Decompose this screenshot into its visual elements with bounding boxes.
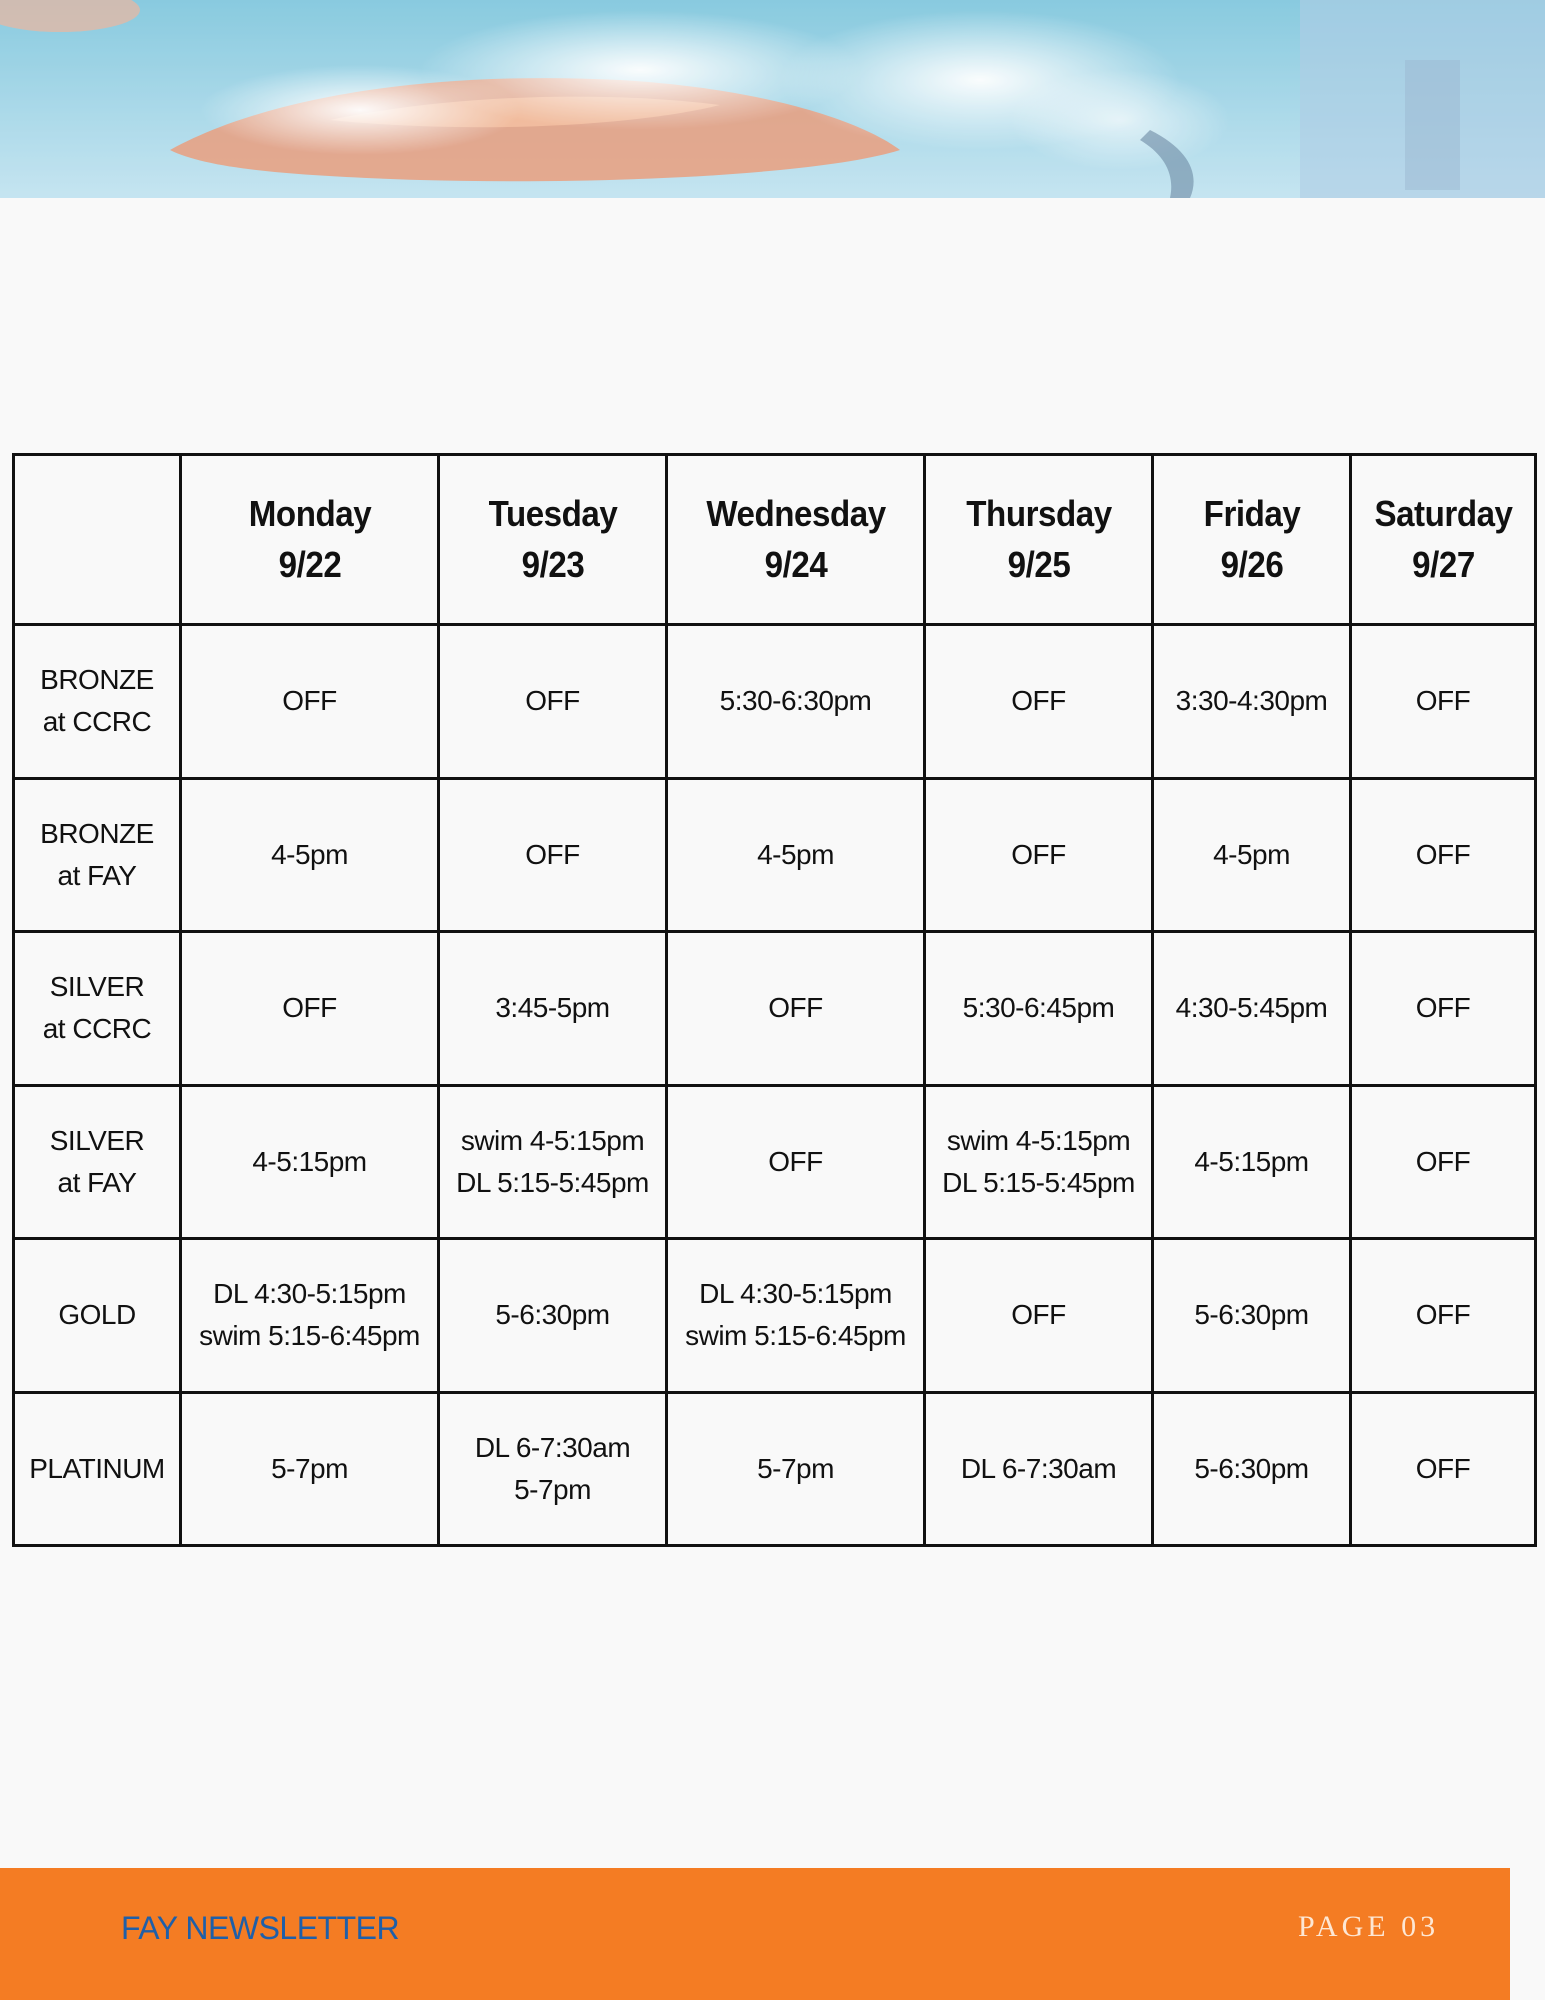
practice-time: OFF [768, 1145, 823, 1177]
schedule-cell [181, 1085, 439, 1239]
schedule-cell [439, 932, 667, 1086]
schedule-cell [1351, 778, 1536, 932]
header-corner-cell [20, 455, 174, 625]
schedule-cell [925, 932, 1153, 1086]
schedule-cell [181, 932, 439, 1086]
practice-time: 5-7pm [757, 1452, 834, 1484]
practice-time: DL 5:15-5:45pm [456, 1166, 649, 1198]
table-row [14, 778, 1536, 932]
schedule-cell [925, 1085, 1153, 1239]
hero-photo-banner [0, 0, 1545, 198]
schedule-cell [667, 932, 925, 1086]
practice-time: OFF [525, 838, 580, 870]
group-label-cell [14, 932, 181, 1086]
practice-time: OFF [282, 685, 337, 717]
practice-time: OFF [1415, 1299, 1471, 1331]
header-day-name: Tuesday [488, 493, 617, 535]
practice-time: 5-6:30pm [1194, 1299, 1309, 1331]
practice-time: OFF [1415, 992, 1471, 1024]
schedule-cell [439, 778, 667, 932]
schedule-cell [925, 1392, 1153, 1546]
group-label-cell [14, 1392, 181, 1546]
practice-time: OFF [1415, 1452, 1471, 1484]
group-label-cell [14, 1085, 181, 1239]
newsletter-name: FAY NEWSLETTER [121, 1910, 400, 1946]
practice-time: OFF [525, 685, 580, 717]
header-date: 9/27 [1411, 543, 1475, 585]
group-label: at FAY [57, 859, 137, 891]
schedule-body [14, 625, 1536, 1546]
header-day-cell [934, 455, 1144, 625]
schedule-cell [439, 1392, 667, 1546]
header-day-cell [1160, 455, 1342, 625]
schedule-cell [667, 1085, 925, 1239]
schedule-cell [439, 1239, 667, 1393]
practice-time: OFF [1011, 1299, 1066, 1331]
schedule-cell [181, 625, 439, 779]
group-label: SILVER [49, 1124, 145, 1156]
schedule-cell [1153, 778, 1351, 932]
practice-time: DL 4:30-5:15pm [213, 1278, 406, 1310]
practice-time: swim 4-5:15pm [946, 1124, 1131, 1156]
schedule-cell [1153, 1239, 1351, 1393]
header-day-cell [1358, 455, 1528, 625]
practice-time: 5-7pm [271, 1452, 348, 1484]
header-date: 9/25 [1007, 543, 1070, 585]
header-day-name: Wednesday [705, 493, 886, 535]
schedule-cell [1351, 1239, 1536, 1393]
table-row [14, 1239, 1536, 1393]
header-day-cell [448, 455, 658, 625]
practice-time: 5-6:30pm [1194, 1452, 1309, 1484]
schedule-cell [667, 1239, 925, 1393]
practice-time: 5:30-6:30pm [719, 685, 872, 717]
practice-time: 4-5:15pm [252, 1145, 367, 1177]
practice-time: swim 5:15-6:45pm [685, 1320, 906, 1352]
schedule-cell [1351, 932, 1536, 1086]
practice-time: OFF [1415, 1145, 1471, 1177]
table-row [14, 1085, 1536, 1239]
group-label: at CCRC [42, 1013, 152, 1045]
header-day-cell [677, 455, 914, 625]
schedule-cell [181, 1392, 439, 1546]
practice-time: 4-5pm [1213, 838, 1290, 870]
schedule-cell [925, 1239, 1153, 1393]
header-day-name: Thursday [965, 493, 1112, 535]
practice-time: OFF [1011, 838, 1066, 870]
header-date: 9/26 [1220, 543, 1283, 585]
group-label-cell [14, 1239, 181, 1393]
practice-time: OFF [282, 992, 337, 1024]
schedule-cell [667, 625, 925, 779]
practice-time: 4-5:15pm [1194, 1145, 1309, 1177]
header-day-name: Saturday [1373, 493, 1513, 535]
practice-time: OFF [1415, 685, 1471, 717]
header-date: 9/23 [521, 543, 584, 585]
practice-time: 4:30-5:45pm [1175, 992, 1328, 1024]
schedule-cell [1351, 1085, 1536, 1239]
header-day-name: Monday [248, 493, 371, 535]
schedule-cell [1351, 1392, 1536, 1546]
group-label-cell [14, 625, 181, 779]
practice-time: swim 4-5:15pm [460, 1124, 645, 1156]
group-label: GOLD [58, 1299, 136, 1331]
practice-time: DL 6-7:30am [474, 1431, 631, 1463]
header-day-cell [191, 455, 428, 625]
practice-time: OFF [1011, 685, 1066, 717]
practice-time: DL 4:30-5:15pm [699, 1278, 892, 1310]
group-label: BRONZE [40, 664, 154, 696]
group-label: PLATINUM [29, 1452, 165, 1484]
table-row [14, 1392, 1536, 1546]
practice-time: DL 6-7:30am [960, 1452, 1117, 1484]
header-date: 9/24 [764, 543, 827, 585]
table-row [14, 625, 1536, 779]
practice-time: OFF [768, 992, 823, 1024]
practice-time: 4-5pm [271, 838, 348, 870]
practice-time: 5:30-6:45pm [962, 992, 1115, 1024]
practice-time: 3:45-5pm [495, 992, 610, 1024]
practice-time: 5-6:30pm [495, 1299, 610, 1331]
schedule-cell [667, 1392, 925, 1546]
schedule-cell [1153, 932, 1351, 1086]
schedule-cell [181, 778, 439, 932]
schedule-cell [1351, 625, 1536, 779]
group-label-cell [14, 778, 181, 932]
schedule-cell [1153, 625, 1351, 779]
header-row [14, 455, 1536, 625]
schedule-cell [925, 778, 1153, 932]
schedule-cell [1153, 1085, 1351, 1239]
group-label: at CCRC [42, 706, 152, 738]
schedule-cell [181, 1239, 439, 1393]
practice-time: 5-7pm [514, 1473, 591, 1505]
practice-time: DL 5:15-5:45pm [942, 1166, 1135, 1198]
practice-time: 4-5pm [757, 838, 834, 870]
header-day-name: Friday [1203, 493, 1300, 535]
schedule-cell [439, 625, 667, 779]
group-label: BRONZE [40, 817, 154, 849]
practice-time: OFF [1415, 838, 1471, 870]
schedule-cell [925, 625, 1153, 779]
table-row [14, 932, 1536, 1086]
practice-schedule-table [12, 453, 1537, 1547]
page-number: PAGE 03 [1298, 1910, 1440, 1943]
schedule-cell [1153, 1392, 1351, 1546]
practice-time: 3:30-4:30pm [1175, 685, 1328, 717]
swimmer-photo [0, 0, 1545, 198]
schedule-cell [439, 1085, 667, 1239]
group-label: at FAY [57, 1166, 137, 1198]
practice-time: swim 5:15-6:45pm [199, 1320, 420, 1352]
schedule-cell [667, 778, 925, 932]
group-label: SILVER [49, 971, 145, 1003]
header-date: 9/22 [278, 543, 341, 585]
